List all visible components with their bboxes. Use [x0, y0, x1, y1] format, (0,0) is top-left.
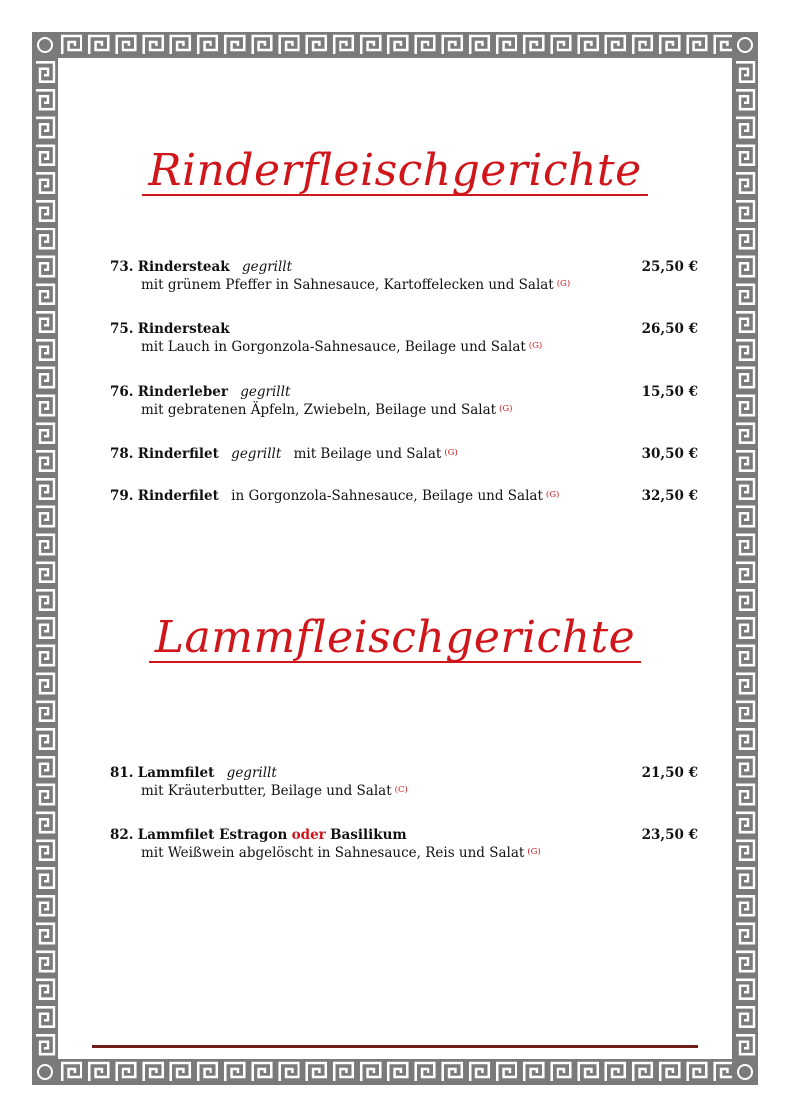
- dish-price: 25,50 €: [641, 259, 698, 275]
- menu-item: [110, 827, 698, 861]
- menu-item: [110, 259, 698, 293]
- greek-key-border-top: [32, 32, 758, 58]
- dish-price: 21,50 €: [641, 765, 698, 781]
- dish-name: Rinderleber: [137, 384, 228, 400]
- dish-description: mit Kräuterbutter, Beilage und Salat: [141, 783, 392, 799]
- dish-number: 73.: [110, 259, 134, 275]
- allergen-code: (G): [499, 404, 513, 414]
- greek-key-border-left: [32, 58, 58, 1059]
- dish-number: 81.: [110, 765, 134, 781]
- dish-note: gegrillt: [231, 446, 282, 462]
- dish-number: 78.: [110, 446, 134, 462]
- dish-note: gegrillt: [241, 259, 293, 275]
- dish-name: Rinderfilet: [137, 446, 219, 462]
- dish-name: Rindersteak: [137, 321, 230, 337]
- greek-key-border-right: [732, 58, 758, 1059]
- dish-note: gegrillt: [240, 384, 291, 400]
- section-title-lamb: Lammfleischgerichte: [58, 612, 732, 663]
- dish-price: 23,50 €: [641, 827, 698, 843]
- dish-number: 75.: [110, 321, 134, 337]
- dish-name: Rindersteak: [137, 259, 230, 275]
- dish-description: mit gebratenen Äpfeln, Zwiebeln, Beilage und Salat: [141, 402, 497, 418]
- dish-price: 26,50 €: [641, 321, 698, 337]
- dish-description: mit grünem Pfeffer in Sahnesauce, Kartoffelecken und Salat: [141, 277, 554, 293]
- allergen-code: (G): [556, 279, 571, 289]
- allergen-code: (C): [394, 785, 408, 795]
- dish-name: Lammfilet Estragon: [137, 827, 288, 843]
- section-title-beef: Rinderfleischgerichte: [58, 145, 732, 196]
- dish-number: 76.: [110, 384, 134, 400]
- footer-divider: [92, 1045, 698, 1048]
- menu-item: [110, 384, 698, 418]
- corner-circle-icon: [732, 32, 758, 58]
- corner-circle-icon: [32, 32, 58, 58]
- menu-item: [110, 765, 698, 799]
- dish-price: 30,50 €: [641, 446, 698, 462]
- corner-circle-icon: [32, 1059, 58, 1085]
- dish-price: 15,50 €: [641, 384, 698, 400]
- allergen-code: (G): [545, 490, 560, 500]
- dish-price: 32,50 €: [641, 488, 698, 504]
- greek-key-border-bottom: [32, 1059, 758, 1085]
- allergen-code: (G): [527, 847, 541, 857]
- dish-name: Basilikum: [330, 827, 407, 843]
- corner-circle-icon: [732, 1059, 758, 1085]
- dish-note: gegrillt: [226, 765, 277, 781]
- dish-number: 79.: [110, 488, 134, 504]
- menu-item: [110, 446, 698, 462]
- dish-name: Rinderfilet: [137, 488, 219, 504]
- dish-description: mit Beilage und Salat: [293, 446, 442, 462]
- allergen-code: (G): [528, 341, 543, 351]
- menu-item: [110, 488, 698, 504]
- dish-number: 82.: [110, 827, 134, 843]
- dish-description: in Gorgonzola-Sahnesauce, Beilage und Salat: [231, 488, 543, 504]
- dish-name-or: oder: [291, 827, 326, 843]
- allergen-code: (G): [444, 448, 458, 458]
- dish-name: Lammfilet: [137, 765, 215, 781]
- dish-description: mit Weißwein abgelöscht in Sahnesauce, Reis und Salat: [141, 845, 525, 861]
- menu-item: [110, 321, 698, 355]
- dish-description: mit Lauch in Gorgonzola-Sahnesauce, Beilage und Salat: [141, 339, 526, 355]
